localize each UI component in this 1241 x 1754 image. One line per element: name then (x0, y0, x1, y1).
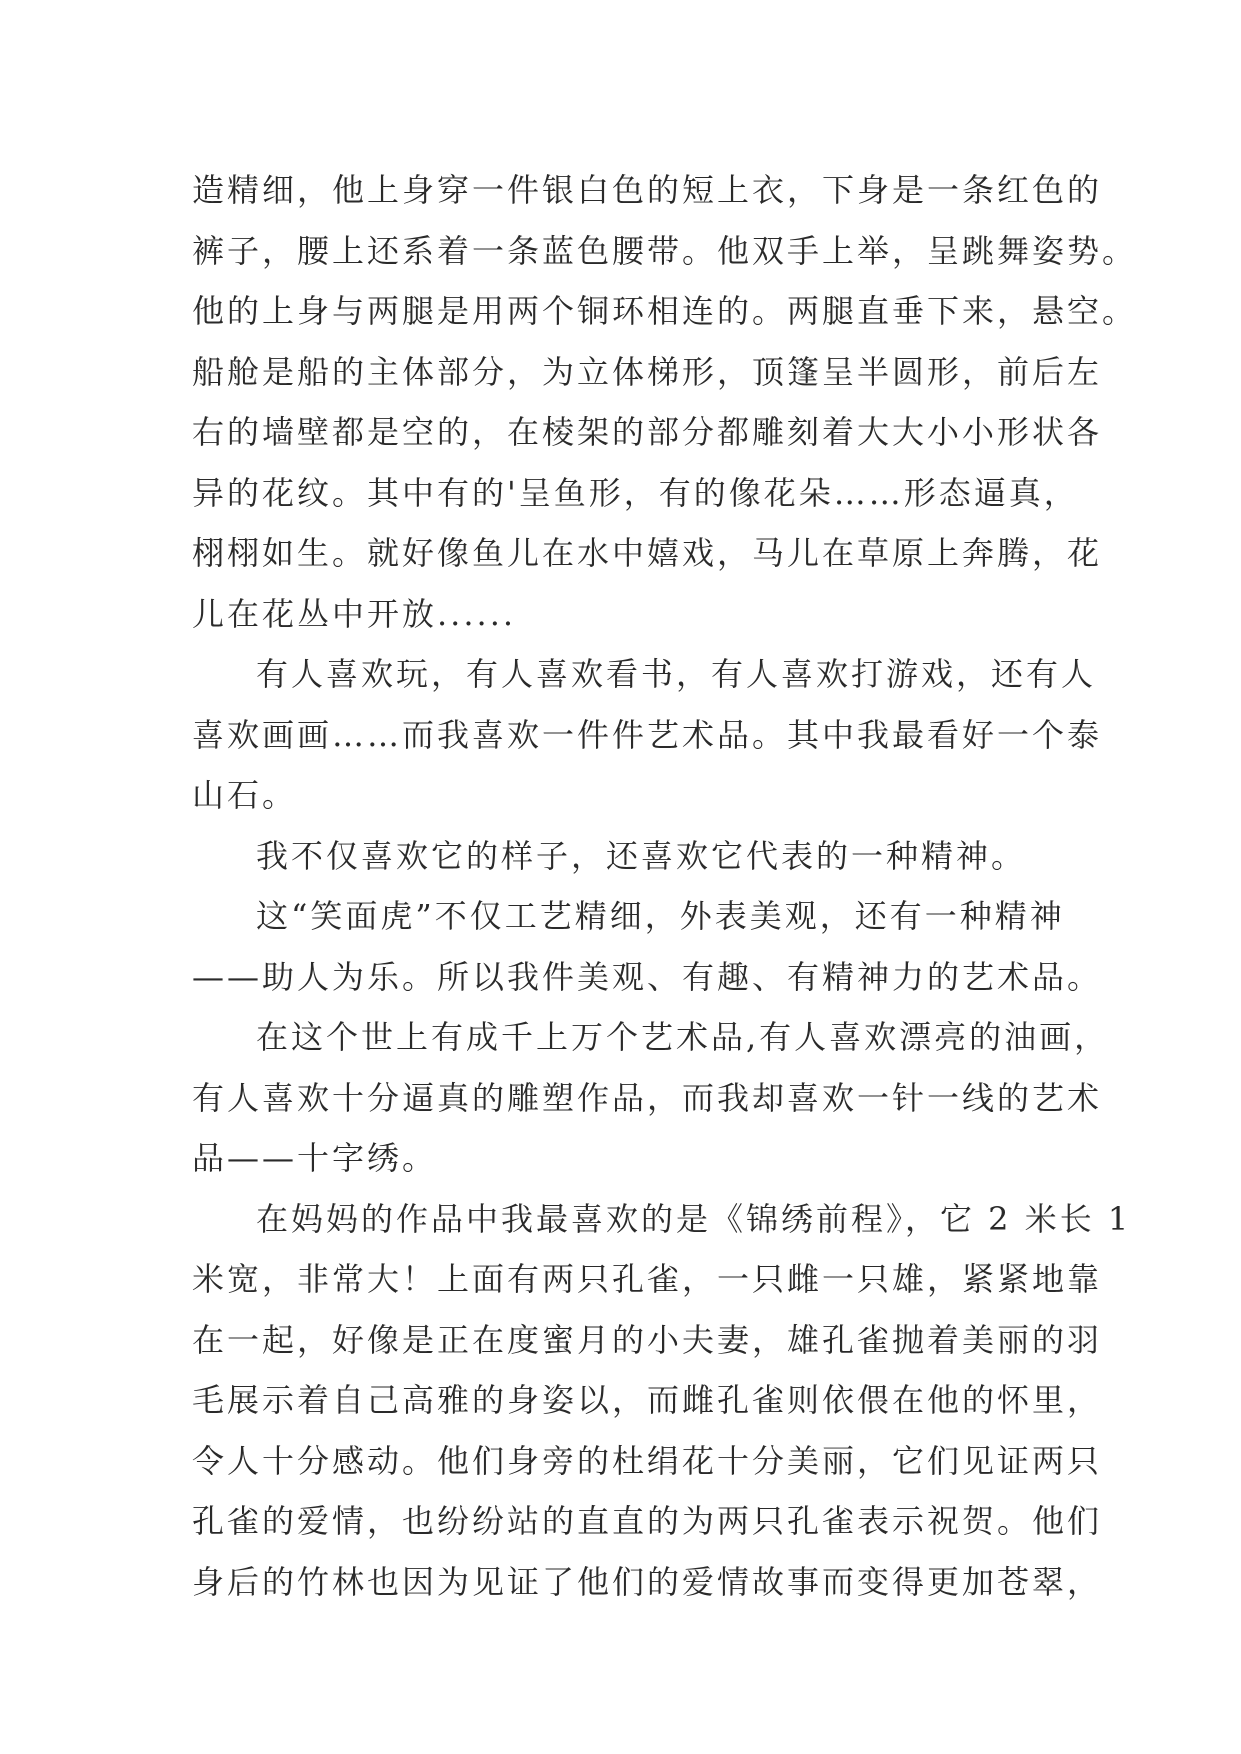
text-line: 异的花纹。其中有的'呈鱼形，有的像花朵……形态逼真， (192, 473, 1079, 512)
text-line: ——助人为乐。所以我件美观、有趣、有精神力的艺术品。 (192, 957, 1103, 996)
text-line: 山石。 (192, 776, 298, 814)
text-line: 在这个世上有成千上万个艺术品,有人喜欢漂亮的油画， (256, 1018, 1110, 1056)
text-line: 栩栩如生。就好像鱼儿在水中嬉戏，马儿在草原上奔腾，花 (192, 534, 1103, 572)
text-line: 有人喜欢十分逼真的雕塑作品，而我却喜欢一针一线的艺术 (192, 1078, 1103, 1117)
text-line: 米宽，非常大！上面有两只孔雀，一只雌一只雄，紧紧地靠 (192, 1260, 1103, 1298)
text-line: 品——十字绣。 (192, 1139, 438, 1177)
text-line: 在一起，好像是正在度蜜月的小夫妻，雄孔雀抛着美丽的羽 (192, 1320, 1103, 1359)
text-line: 毛展示着自己高雅的身姿以，而雌孔雀则依偎在他的怀里， (192, 1381, 1103, 1419)
text-line: 造精细，他上身穿一件银白色的短上衣，下身是一条红色的 (192, 171, 1103, 209)
text-line: 令人十分感动。他们身旁的杜绢花十分美丽，它们见证两只 (192, 1441, 1103, 1480)
text-line: 孔雀的爱情，也纷纷站的直直的为两只孔雀表示祝贺。他们 (192, 1502, 1103, 1540)
text-line: 他的上身与两腿是用两个铜环相连的。两腿直垂下来，悬空。 (192, 292, 1138, 330)
text-line: 裤子，腰上还系着一条蓝色腰带。他双手上举，呈跳舞姿势。 (192, 231, 1138, 270)
paragraph (192, 1007, 1110, 1189)
text-line: 有人喜欢玩，有人喜欢看书，有人喜欢打游戏，还有人 (256, 655, 1097, 693)
paragraph (192, 826, 1072, 887)
paragraph (192, 886, 1103, 1007)
text-line: 船舱是船的主体部分，为立体梯形，顶篷呈半圆形，前后左 (192, 352, 1103, 391)
paragraph (192, 644, 1103, 826)
paragraph (192, 160, 1138, 644)
document-body (192, 160, 1138, 1612)
text-line: 儿在花丛中开放...... (192, 594, 517, 633)
paragraph (192, 1189, 1132, 1613)
text-line: 喜欢画画……而我喜欢一件件艺术品。其中我最看好一个泰 (192, 715, 1103, 754)
text-line: 在妈妈的作品中我最喜欢的是《锦绣前程》，它 2 米长 1 (256, 1199, 1132, 1238)
text-line: 身后的竹林也因为见证了他们的爱情故事而变得更加苍翠， (192, 1562, 1103, 1601)
text-line: 右的墙壁都是空的，在棱架的部分都雕刻着大大小小形状各 (192, 413, 1103, 451)
text-line: 这“笑面虎”不仅工艺精细，外表美观，还有一种精神 (256, 897, 1065, 935)
text-line: 我不仅喜欢它的样子，还喜欢它代表的一种精神。 (256, 836, 1027, 875)
